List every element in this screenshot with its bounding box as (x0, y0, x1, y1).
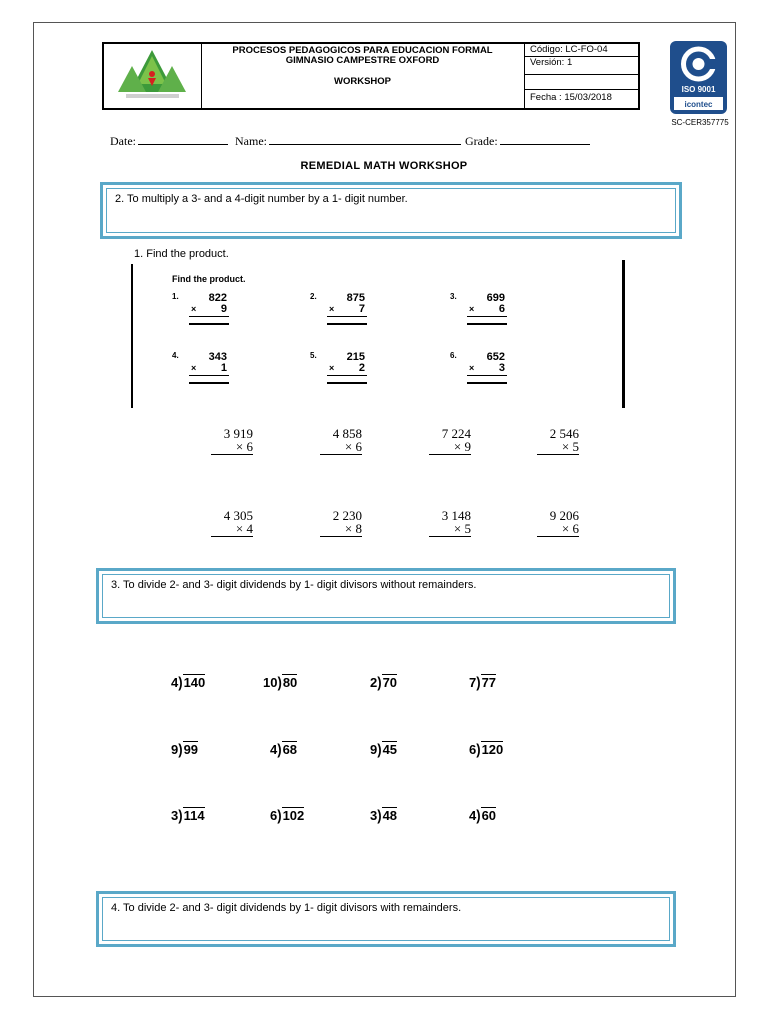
section-4-heading: 4. To divide 2- and 3- digit dividends by 1- digit divisors with remainders. (111, 902, 462, 914)
panel-title: Find the product. (172, 274, 246, 284)
header-line-1: PROCESOS PEDAGOGICOS PARA EDUCACION FORMAL (232, 45, 493, 56)
worksheet-title: REMEDIAL MATH WORKSHOP (300, 160, 468, 172)
panel-problem: 5. 215 × 2 (310, 351, 380, 391)
iso-label: ISO 9001 (681, 85, 716, 94)
panel-problem: 3. 699 × 6 (450, 292, 520, 332)
header-title-cell (201, 44, 525, 108)
division-problem: 9)45 (370, 741, 398, 758)
division-problem: 9)99 (171, 741, 199, 758)
division-problem: 6)120 (469, 741, 504, 758)
multiplication-problem: 9 206 × 6 (519, 508, 579, 538)
division-problem: 4)140 (171, 674, 206, 691)
panel-left-border (131, 264, 133, 408)
panel-problem: 2. 875 × 7 (310, 292, 380, 332)
section-4-box (96, 891, 676, 947)
school-logo (104, 44, 202, 108)
multiplication-problem: 3 148 × 5 (411, 508, 471, 538)
section-3-box (96, 568, 676, 624)
blank-row (525, 75, 640, 90)
section-3-heading: 3. To divide 2- and 3- digit dividends by 1- digit divisors without remainders. (111, 579, 477, 591)
division-problem: 3)114 (171, 807, 205, 824)
panel-right-border (622, 260, 625, 408)
division-problem: 2)70 (370, 674, 398, 691)
header-line-2: GIMNASIO CAMPESTRE OXFORD (285, 55, 440, 66)
student-info-line (110, 134, 594, 149)
panel-problem: 4. 343 × 1 (172, 351, 242, 391)
fecha: Fecha : 15/03/2018 (530, 92, 612, 103)
multiplication-problem: 7 224 × 9 (411, 426, 471, 456)
codigo: Código: LC-FO-04 (525, 44, 640, 57)
iso-certification-logo (669, 40, 728, 115)
header-meta-cell (525, 44, 640, 108)
name-blank[interactable] (269, 143, 461, 145)
division-problem: 4)68 (270, 741, 298, 758)
version: Versión: 1 (525, 57, 640, 75)
document-header (102, 42, 640, 110)
division-problem: 4)60 (469, 807, 497, 824)
date-label: Date: (110, 134, 136, 148)
division-problem: 7)77 (469, 674, 497, 691)
grade-label: Grade: (465, 134, 498, 148)
find-product-instruction: 1. Find the product. (134, 248, 229, 260)
name-label: Name: (235, 134, 267, 148)
iso-brand: icontec (684, 100, 713, 109)
division-problem: 3)48 (370, 807, 398, 824)
multiplication-problem: 3 919 × 6 (193, 426, 253, 456)
section-2-heading: 2. To multiply a 3- and a 4-digit number by a 1- digit number. (115, 193, 408, 205)
division-problem: 6)102 (270, 807, 305, 824)
multiplication-problem: 4 858 × 6 (302, 426, 362, 456)
multiplication-problem: 4 305 × 4 (193, 508, 253, 538)
multiplication-problem: 2 546 × 5 (519, 426, 579, 456)
header-line-3: WORKSHOP (334, 76, 391, 87)
grade-blank[interactable] (500, 143, 590, 145)
certificate-code: SC-CER357775 (671, 118, 729, 127)
division-problem: 10)80 (263, 674, 298, 691)
panel-problem: 1. 822 × 9 (172, 292, 242, 332)
date-blank[interactable] (138, 143, 228, 145)
multiplication-problem: 2 230 × 8 (302, 508, 362, 538)
panel-problem: 6. 652 × 3 (450, 351, 520, 391)
section-2-box (100, 182, 682, 239)
